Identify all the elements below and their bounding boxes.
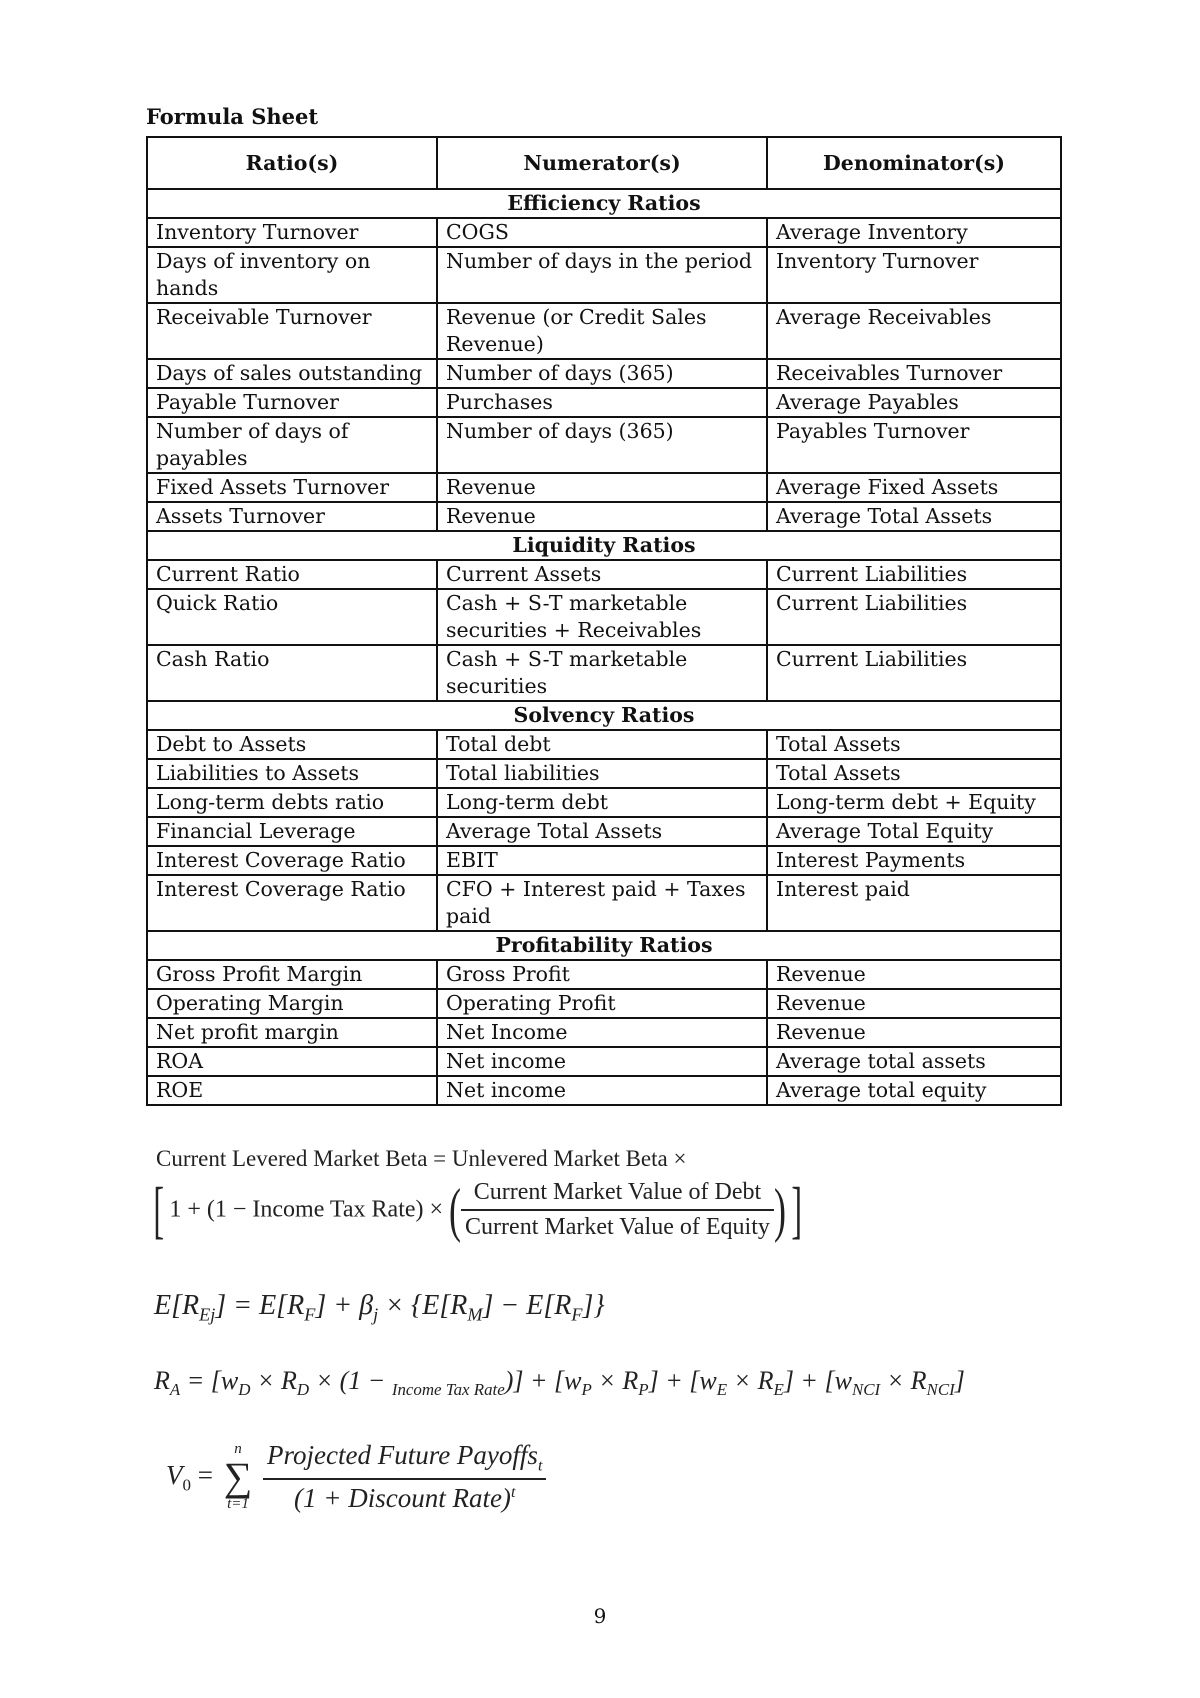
ratio-cell: ROE <box>147 1076 437 1105</box>
section-header-row <box>147 701 1061 730</box>
right-paren: ) <box>773 1177 786 1243</box>
formula-subscript: NCI <box>851 1380 881 1400</box>
formula-term: ] − E[R <box>482 1290 572 1321</box>
ratio-cell: Receivable Turnover <box>147 303 437 359</box>
table-row <box>147 759 1061 788</box>
ratio-cell: Fixed Assets Turnover <box>147 473 437 502</box>
numerator-cell: Gross Profit <box>437 960 767 989</box>
numerator-cell: Number of days in the period <box>437 247 767 303</box>
valuation-formula: $V_0$ = n ∑ t=1 $\frac{Projected Future Payoffs_t}{(1 + Discount Rate)^t}$ <box>166 1440 546 1514</box>
denominator-cell: Average Total Equity <box>767 817 1061 846</box>
section-title: Efficiency Ratios <box>147 189 1061 218</box>
ratio-cell: Quick Ratio <box>147 589 437 645</box>
section-title: Solvency Ratios <box>147 701 1061 730</box>
numerator-cell: EBIT <box>437 846 767 875</box>
numerator-cell: Number of days (365) <box>437 417 767 473</box>
numerator-cell: Revenue <box>437 502 767 531</box>
table-row <box>147 730 1061 759</box>
formula-term: × R <box>880 1366 927 1395</box>
denominator-cell: Interest paid <box>767 875 1061 931</box>
formula-term: × {E[R <box>378 1290 468 1321</box>
denominator-cell: Average Inventory <box>767 218 1061 247</box>
payoff-numerator-sub: t <box>537 1457 543 1475</box>
table-row <box>147 218 1061 247</box>
ratio-cell: Cash Ratio <box>147 645 437 701</box>
page-title: Formula Sheet <box>146 104 319 129</box>
table-header-row <box>147 137 1061 189</box>
column-header-ratio: Ratio(s) <box>147 137 437 189</box>
ratio-cell: Net profit margin <box>147 1018 437 1047</box>
page-number: 9 <box>593 1604 607 1628</box>
formula-term: ] <box>954 1366 965 1395</box>
formula-subscript: M <box>467 1304 483 1325</box>
ratio-cell: Financial Leverage <box>147 817 437 846</box>
formula-term: R <box>154 1366 170 1395</box>
section-title: Liquidity Ratios <box>147 531 1061 560</box>
payoff-numerator: Projected Future Payoffs <box>267 1440 538 1470</box>
table-row <box>147 388 1061 417</box>
table-row <box>147 1047 1061 1076</box>
levered-beta-line1: Current Levered Market Beta = Unlevered Market Beta × <box>156 1146 687 1171</box>
wacc-formula <box>154 1366 965 1400</box>
discount-denominator-sup: t <box>510 1484 516 1502</box>
denominator-cell: Revenue <box>767 1018 1061 1047</box>
denominator-cell: Total Assets <box>767 759 1061 788</box>
formula-term: ] + [w <box>783 1366 852 1395</box>
numerator-cell: Current Assets <box>437 560 767 589</box>
table-row <box>147 1018 1061 1047</box>
formula-term: ]} <box>582 1290 605 1321</box>
formula-term: )] + [w <box>504 1366 582 1395</box>
ratio-cell: ROA <box>147 1047 437 1076</box>
denominator-cell: Current Liabilities <box>767 645 1061 701</box>
ratio-cell: Liabilities to Assets <box>147 759 437 788</box>
sum-upper-limit: n <box>234 1441 242 1458</box>
numerator-cell: Net income <box>437 1047 767 1076</box>
denominator-cell: Current Liabilities <box>767 589 1061 645</box>
table-row <box>147 817 1061 846</box>
formula-subscript: NCI <box>926 1380 955 1400</box>
table-row <box>147 359 1061 388</box>
formula-subscript: D <box>296 1380 310 1400</box>
formula-term: ] + [w <box>648 1366 717 1395</box>
valuation-lhs-sub: 0 <box>182 1474 191 1494</box>
column-header-denominator: Denominator(s) <box>767 137 1061 189</box>
denominator-cell: Current Liabilities <box>767 560 1061 589</box>
denominator-cell: Interest Payments <box>767 846 1061 875</box>
ratio-cell: Assets Turnover <box>147 502 437 531</box>
formula-subscript: Ej <box>199 1304 216 1325</box>
ratio-cell: Debt to Assets <box>147 730 437 759</box>
numerator-cell: Purchases <box>437 388 767 417</box>
denominator-cell: Average Fixed Assets <box>767 473 1061 502</box>
formula-subscript: F <box>571 1304 583 1325</box>
levered-beta-formula <box>153 1146 807 1245</box>
formula-subscript: E <box>716 1380 728 1400</box>
formula-term: × (1 − <box>309 1366 392 1395</box>
table-body <box>147 189 1061 1105</box>
valuation-lhs: V <box>166 1459 183 1490</box>
formula-term: ] = E[R <box>215 1290 305 1321</box>
sigma-icon: ∑ <box>223 1454 253 1500</box>
ratio-cell: Interest Coverage Ratio <box>147 875 437 931</box>
denominator-cell: Average Total Assets <box>767 502 1061 531</box>
denominator-cell: Average Receivables <box>767 303 1061 359</box>
formula-term: × R <box>591 1366 639 1395</box>
numerator-cell: Total debt <box>437 730 767 759</box>
table-row <box>147 875 1061 931</box>
numerator-cell: Cash + S-T marketable securities <box>437 645 767 701</box>
debt-equity-fraction <box>461 1179 774 1241</box>
section-title: Profitability Ratios <box>147 931 1061 960</box>
formula-subscript: j <box>373 1304 379 1325</box>
numerator-cell: Average Total Assets <box>437 817 767 846</box>
table-row <box>147 417 1061 473</box>
debt-numerator: Current Market Value of Debt <box>473 1179 762 1205</box>
formula-term: = [w <box>180 1366 239 1395</box>
denominator-cell: Average Payables <box>767 388 1061 417</box>
table-row <box>147 247 1061 303</box>
section-header-row <box>147 531 1061 560</box>
table-row <box>147 645 1061 701</box>
denominator-cell: Receivables Turnover <box>767 359 1061 388</box>
formula-term: × R <box>250 1366 297 1395</box>
numerator-cell: CFO + Interest paid + Taxes paid <box>437 875 767 931</box>
equity-denominator: Current Market Value of Equity <box>461 1209 774 1241</box>
numerator-cell: Total liabilities <box>437 759 767 788</box>
table-row <box>147 303 1061 359</box>
ratio-cell: Gross Profit Margin <box>147 960 437 989</box>
payoff-fraction <box>263 1440 546 1514</box>
right-bracket: ] <box>791 1174 802 1245</box>
formula-table <box>146 136 1062 1106</box>
table-row <box>147 846 1061 875</box>
table-row <box>147 502 1061 531</box>
ratio-cell: Interest Coverage Ratio <box>147 846 437 875</box>
denominator-cell: Inventory Turnover <box>767 247 1061 303</box>
formula-term: × R <box>727 1366 774 1395</box>
denominator-cell: Total Assets <box>767 730 1061 759</box>
ratio-cell: Current Ratio <box>147 560 437 589</box>
ratio-cell: Number of days of payables <box>147 417 437 473</box>
numerator-cell: Number of days (365) <box>437 359 767 388</box>
levered-beta-prefix: 1 + (1 − Income Tax Rate) × <box>169 1196 444 1223</box>
ratio-cell: Inventory Turnover <box>147 218 437 247</box>
ratio-cell: Payable Turnover <box>147 388 437 417</box>
ratio-cell: Long-term debts ratio <box>147 788 437 817</box>
formula-subscript: Income Tax Rate <box>391 1380 505 1400</box>
formula-subscript: F <box>304 1304 316 1325</box>
numerator-cell: Revenue (or Credit Sales Revenue) <box>437 303 767 359</box>
numerator-cell: Cash + S-T marketable securities + Receivables <box>437 589 767 645</box>
section-header-row <box>147 931 1061 960</box>
table-row <box>147 589 1061 645</box>
numerator-cell: Net income <box>437 1076 767 1105</box>
sum-lower-limit: t=1 <box>227 1496 249 1513</box>
formula-subscript: A <box>169 1380 181 1400</box>
numerator-cell: Operating Profit <box>437 989 767 1018</box>
formula-term: E[R <box>154 1290 200 1321</box>
ratio-cell: Days of inventory on hands <box>147 247 437 303</box>
formula-term: ] + β <box>315 1290 374 1321</box>
formula-subscript: P <box>581 1380 592 1400</box>
left-paren: ( <box>449 1177 462 1243</box>
table-row <box>147 989 1061 1018</box>
section-header-row <box>147 189 1061 218</box>
table-row <box>147 473 1061 502</box>
ratio-cell: Operating Margin <box>147 989 437 1018</box>
column-header-numerator: Numerator(s) <box>437 137 767 189</box>
numerator-cell: COGS <box>437 218 767 247</box>
denominator-cell: Revenue <box>767 960 1061 989</box>
table-row <box>147 1076 1061 1105</box>
table-row <box>147 560 1061 589</box>
formula-subscript: D <box>238 1380 251 1400</box>
table-row <box>147 788 1061 817</box>
ratio-cell: Days of sales outstanding <box>147 359 437 388</box>
denominator-cell: Payables Turnover <box>767 417 1061 473</box>
left-bracket: [ <box>153 1174 164 1245</box>
table-row <box>147 960 1061 989</box>
denominator-cell: Average total equity <box>767 1076 1061 1105</box>
numerator-cell: Revenue <box>437 473 767 502</box>
denominator-cell: Revenue <box>767 989 1061 1018</box>
capm-formula <box>154 1290 605 1326</box>
denominator-cell: Average total assets <box>767 1047 1061 1076</box>
formula-subscript: E <box>773 1380 784 1400</box>
numerator-cell: Net Income <box>437 1018 767 1047</box>
denominator-cell: Long-term debt + Equity <box>767 788 1061 817</box>
discount-denominator: (1 + Discount Rate) <box>294 1483 511 1514</box>
summation <box>224 1442 253 1512</box>
formula-subscript: P <box>638 1380 649 1400</box>
numerator-cell: Long-term debt <box>437 788 767 817</box>
